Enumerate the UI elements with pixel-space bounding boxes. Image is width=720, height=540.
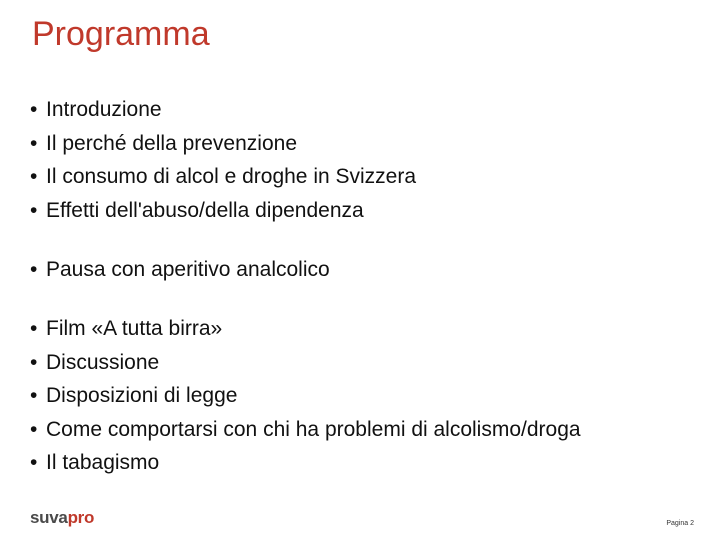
bullet-text: Il consumo di alcol e droghe in Svizzera bbox=[46, 165, 417, 188]
page-number: Pagina 2 bbox=[666, 520, 694, 527]
bullet-dot: • bbox=[30, 165, 38, 188]
bullet-item bbox=[30, 413, 581, 447]
bullet-text: Introduzione bbox=[46, 98, 162, 121]
bullet-dot: • bbox=[30, 384, 38, 407]
bullet-text: Discussione bbox=[46, 350, 160, 374]
logo-text-pro: pro bbox=[67, 508, 95, 527]
slide-title: Programma bbox=[32, 15, 210, 53]
bullet-item bbox=[30, 346, 581, 380]
bullet-item bbox=[30, 127, 416, 161]
suvapro-logo bbox=[30, 507, 94, 529]
bullet-group-film bbox=[30, 312, 581, 480]
bullet-group-intro bbox=[30, 93, 416, 227]
bullet-dot: • bbox=[30, 198, 38, 222]
bullet-item bbox=[30, 379, 581, 413]
bullet-dot: • bbox=[30, 258, 38, 281]
bullet-text: Il tabagismo bbox=[46, 451, 160, 474]
bullet-text: Pausa con aperitivo analcolico bbox=[46, 258, 330, 281]
bullet-text: Come comportarsi con chi ha problemi di alcolismo/droga bbox=[46, 417, 581, 441]
bullet-text: Film «A tutta birra» bbox=[46, 317, 223, 340]
bullet-group-pause bbox=[30, 253, 330, 287]
bullet-dot: • bbox=[30, 98, 38, 121]
bullet-item bbox=[30, 93, 416, 127]
bullet-dot: • bbox=[30, 451, 38, 474]
bullet-dot: • bbox=[30, 350, 38, 374]
bullet-text: Disposizioni di legge bbox=[46, 384, 238, 407]
bullet-dot: • bbox=[30, 317, 38, 340]
logo-text-suva: suva bbox=[30, 508, 68, 527]
bullet-dot: • bbox=[30, 131, 38, 155]
bullet-item bbox=[30, 446, 581, 480]
bullet-text: Effetti dell'abuso/della dipendenza bbox=[46, 198, 364, 222]
bullet-dot: • bbox=[30, 417, 38, 441]
bullet-item bbox=[30, 253, 330, 287]
bullet-text: Il perché della prevenzione bbox=[46, 131, 297, 155]
bullet-item bbox=[30, 312, 581, 346]
bullet-item bbox=[30, 194, 416, 228]
bullet-item bbox=[30, 160, 416, 194]
